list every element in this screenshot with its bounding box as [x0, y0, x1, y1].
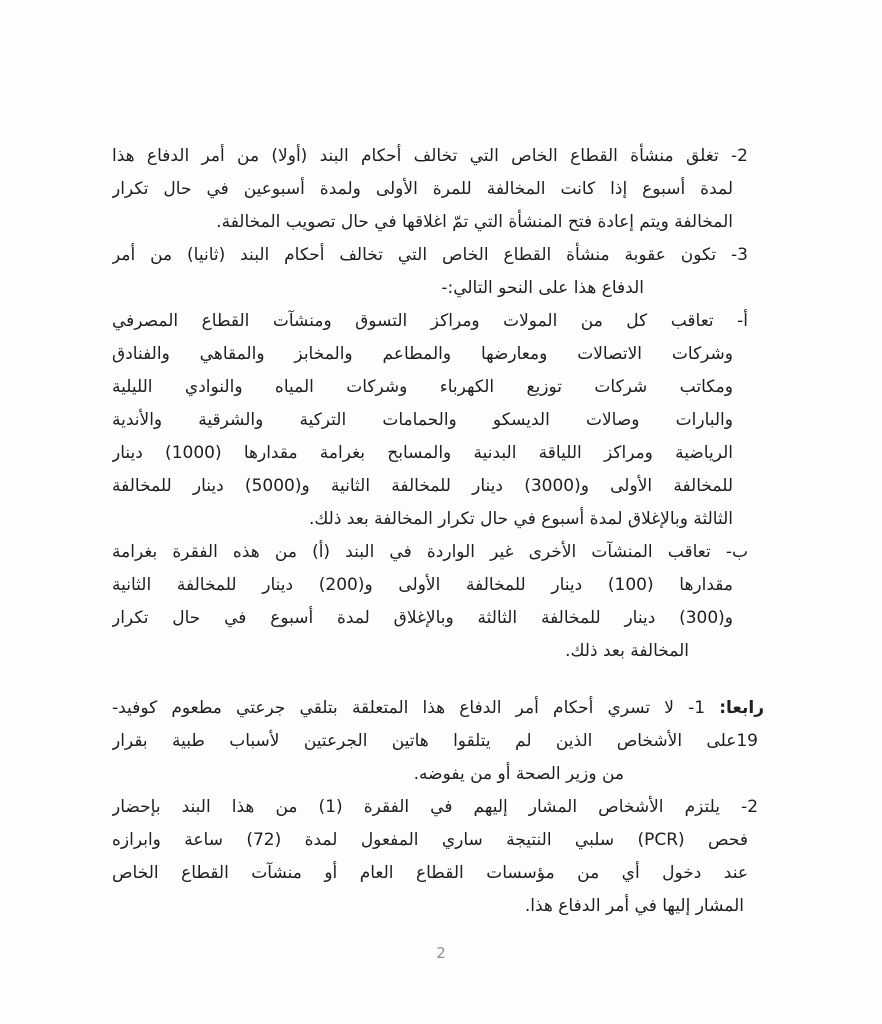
text-line: المخالفة ويتم إعادة فتح المنشأة التي تمّ اغلاقها في حال تصويب المخالفة.	[216, 212, 733, 232]
section-four-heading-line	[112, 692, 764, 725]
text-line: لمدة أسبوع إذا كانت المخالفة للمرة الأولى ولمدة أسبوعين في حال تكرار	[112, 179, 733, 199]
text-line: الرياضية ومراكز اللياقة البدنية والمسابح بغرامة مقدارها (1000) دينار	[112, 443, 733, 463]
text-line: 3- تكون عقوبة منشأة القطاع الخاص التي تخالف أحكام البند (ثانيا) من أمر	[112, 245, 748, 265]
text-line: و(300) دينار للمخالفة الثالثة وبالإغلاق لمدة أسبوع في حال تكرار	[112, 608, 733, 628]
text-line: ب- تعاقب المنشآت الأخرى غير الواردة في البند (أ) من هذه الفقرة بغرامة	[112, 542, 748, 562]
text-line: الدفاع هذا على النحو التالي:-	[441, 278, 644, 298]
text-line: 2- يلتزم الأشخاص المشار إليهم في الفقرة (1) من هذا البند بإحضار	[112, 797, 759, 817]
document-text-block	[112, 140, 764, 923]
text-line: المشار إليها في أمر الدفاع هذا.	[524, 896, 744, 916]
text-line: الثالثة وبالإغلاق لمدة أسبوع في حال تكرار المخالفة بعد ذلك.	[308, 509, 733, 529]
text-line: ومكاتب شركات توزيع الكهرباء وشركات المياه والنوادي الليلية	[112, 377, 733, 397]
text-line: والبارات وصالات الديسكو والحمامات التركية والشرقية والأندية	[112, 410, 733, 430]
text-line: للمخالفة الأولى و(3000) دينار للمخالفة الثانية و(5000) دينار للمخالفة	[112, 476, 734, 496]
text-line: المخالفة بعد ذلك.	[565, 641, 689, 661]
text-line: أ- تعاقب كل من المولات ومراكز التسوق ومنشآت القطاع المصرفي	[112, 311, 748, 331]
page-number: 2	[436, 944, 446, 962]
text-line: عند دخول أي من مؤسسات القطاع العام أو منشآت القطاع الخاص	[112, 863, 748, 883]
text-line: وشركات الاتصالات ومعارضها والمطاعم والمخابز والمقاهي والفنادق	[112, 344, 733, 364]
text-line: 19على الأشخاص الذين لم يتلقوا هاتين الجرعتين لأسباب طبية بقرار	[112, 731, 758, 751]
text-line: فحص (PCR) سلبي النتيجة ساري المفعول لمدة (72) ساعة وابرازه	[112, 830, 748, 850]
section-four-label: رابعا:	[719, 698, 764, 718]
text-line: مقدارها (100) دينار للمخالفة الأولى و(200) دينار للمخالفة الثانية	[112, 575, 733, 595]
text-line: 2- تغلق منشأة القطاع الخاص التي تخالف أحكام البند (أولا) من أمر الدفاع هذا	[112, 146, 748, 166]
text-line: من وزير الصحة أو من يفوضه.	[413, 764, 624, 784]
section-four-intro: 1- لا تسري أحكام أمر الدفاع هذا المتعلقة بتلقي جرعتي مطعوم كوفيد-	[112, 698, 706, 718]
